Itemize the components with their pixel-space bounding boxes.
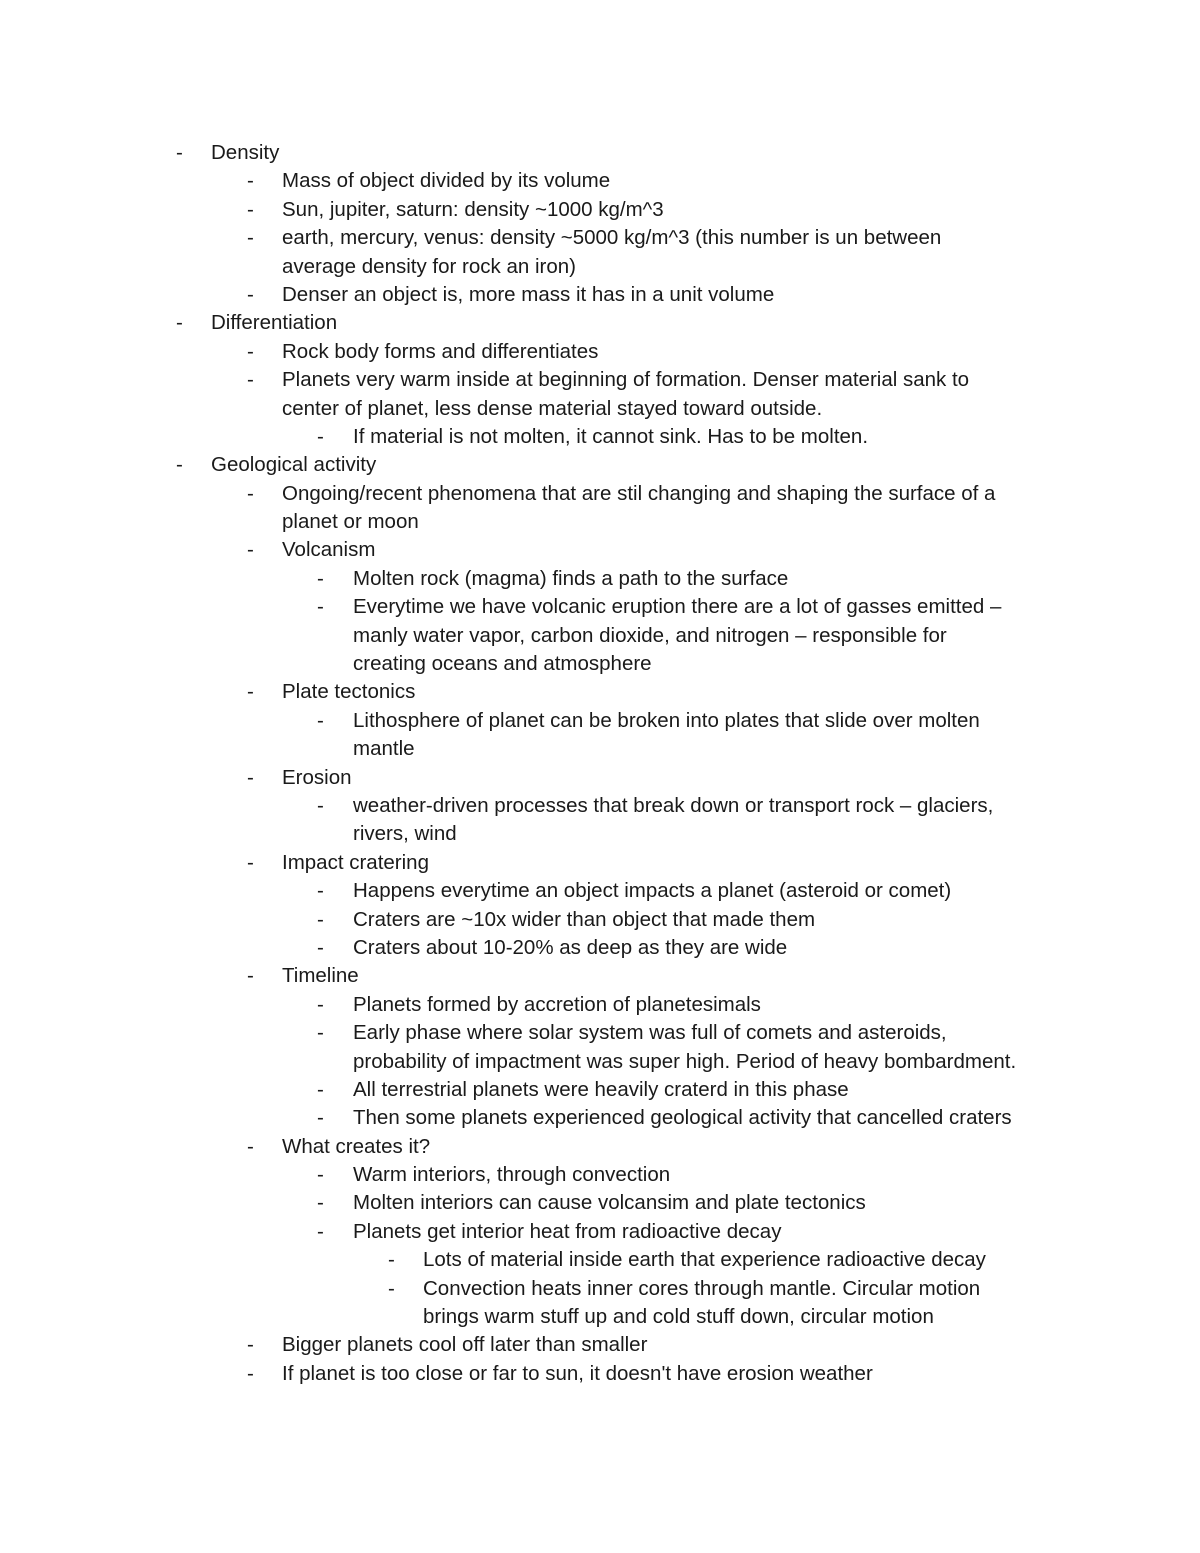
list-item <box>0 906 1200 934</box>
list-item-text: Planets get interior heat from radioactive decay <box>353 1219 782 1243</box>
list-item <box>0 962 1200 990</box>
list-item-continuation <box>0 735 1200 763</box>
bullet-dash: - <box>317 1163 324 1187</box>
list-item-text: Bigger planets cool off later than smaller <box>282 1333 648 1357</box>
list-item-text: Early phase where solar system was full of comets and asteroids, <box>353 1021 947 1045</box>
list-item <box>0 281 1200 309</box>
bullet-dash: - <box>247 1333 254 1357</box>
list-item <box>0 536 1200 564</box>
bullet-dash: - <box>317 595 324 619</box>
bullet-dash: - <box>247 1361 254 1385</box>
bullet-dash: - <box>317 424 324 448</box>
bullet-dash: - <box>247 765 254 789</box>
list-item-text: All terrestrial planets were heavily craterd in this phase <box>353 1077 849 1101</box>
bullet-dash: - <box>317 879 324 903</box>
list-item-continuation <box>0 1303 1200 1331</box>
list-item-text: brings warm stuff up and cold stuff down, circular motion <box>423 1305 934 1329</box>
list-item-continuation <box>0 508 1200 536</box>
bullet-dash: - <box>317 1219 324 1243</box>
list-item-text: Convection heats inner cores through mantle. Circular motion <box>423 1276 981 1300</box>
document-body <box>0 139 1200 1388</box>
list-item <box>0 139 1200 167</box>
list-item-text: Mass of object divided by its volume <box>282 169 611 193</box>
bullet-dash: - <box>176 141 183 164</box>
list-item <box>0 792 1200 820</box>
list-item-text: If material is not molten, it cannot sink. Has to be molten. <box>353 424 869 448</box>
bullet-dash: - <box>247 538 254 562</box>
list-item-text: creating oceans and atmosphere <box>353 652 652 676</box>
list-item <box>0 593 1200 621</box>
list-item <box>0 1246 1200 1274</box>
list-item-continuation <box>0 395 1200 423</box>
bullet-dash: - <box>247 169 254 193</box>
list-item-text: Impact cratering <box>282 850 429 874</box>
list-item-text: Rock body forms and differentiates <box>282 339 599 363</box>
list-item-text: Sun, jupiter, saturn: density ~1000 kg/m^3 <box>282 197 664 221</box>
list-item-text: Planets formed by accretion of planetesimals <box>353 992 761 1016</box>
list-item-text: Craters are ~10x wider than object that made them <box>353 907 816 931</box>
list-item <box>0 1161 1200 1189</box>
bullet-dash: - <box>247 1134 254 1158</box>
list-item <box>0 1076 1200 1104</box>
bullet-dash: - <box>317 1191 324 1215</box>
list-item-continuation <box>0 253 1200 281</box>
list-item-text: Molten rock (magma) finds a path to the surface <box>353 566 789 590</box>
bullet-dash: - <box>247 680 254 704</box>
list-item-text: Density <box>211 141 280 164</box>
list-item-text: Craters about 10-20% as deep as they are wide <box>353 935 788 959</box>
list-item-continuation <box>0 1048 1200 1076</box>
bullet-dash: - <box>317 1077 324 1101</box>
list-item <box>0 224 1200 252</box>
bullet-dash: - <box>247 964 254 988</box>
list-item-text: Volcanism <box>282 538 376 562</box>
list-item-text: Planets very warm inside at beginning of formation. Denser material sank to <box>282 368 970 392</box>
list-item-text: Erosion <box>282 765 352 789</box>
bullet-dash: - <box>388 1248 395 1272</box>
bullet-dash: - <box>247 197 254 221</box>
list-item <box>0 1189 1200 1217</box>
list-item-text: Molten interiors can cause volcansim and plate tectonics <box>353 1191 866 1215</box>
bullet-dash: - <box>247 226 254 250</box>
list-item-text: Lithosphere of planet can be broken into plates that slide over molten <box>353 708 980 732</box>
list-item-text: center of planet, less dense material stayed toward outside. <box>282 396 823 420</box>
list-item-text: Then some planets experienced geological activity that cancelled craters <box>353 1106 1012 1130</box>
list-item-text: What creates it? <box>282 1134 431 1158</box>
list-item <box>0 1133 1200 1161</box>
bullet-dash: - <box>247 282 254 306</box>
list-item-text: weather-driven processes that break down or transport rock – glaciers, <box>353 793 994 817</box>
bullet-dash: - <box>317 1106 324 1130</box>
bullet-dash: - <box>317 992 324 1016</box>
bullet-dash: - <box>176 311 183 335</box>
list-item <box>0 1331 1200 1359</box>
bullet-dash: - <box>247 339 254 363</box>
list-item <box>0 991 1200 1019</box>
list-item-text: Happens everytime an object impacts a planet (asteroid or comet) <box>353 879 952 903</box>
list-item <box>0 764 1200 792</box>
list-item <box>0 1218 1200 1246</box>
bullet-dash: - <box>388 1276 395 1300</box>
bullet-dash: - <box>317 566 324 590</box>
list-item <box>0 423 1200 451</box>
list-item-text: If planet is too close or far to sun, it doesn't have erosion weather <box>282 1361 873 1385</box>
list-item <box>0 877 1200 905</box>
list-item-text: mantle <box>353 737 415 761</box>
list-item-text: Warm interiors, through convection <box>353 1163 671 1187</box>
bullet-dash: - <box>247 368 254 392</box>
list-item <box>0 480 1200 508</box>
list-item-text: manly water vapor, carbon dioxide, and nitrogen – responsible for <box>353 623 947 647</box>
list-item <box>0 338 1200 366</box>
list-item-text: rivers, wind <box>353 822 457 846</box>
list-item-text: Differentiation <box>211 311 338 335</box>
list-item-text: Denser an object is, more mass it has in a unit volume <box>282 282 775 306</box>
list-item <box>0 451 1200 479</box>
list-item <box>0 309 1200 337</box>
list-item <box>0 934 1200 962</box>
bullet-dash: - <box>317 708 324 732</box>
list-item <box>0 1275 1200 1303</box>
list-item-text: average density for rock an iron) <box>282 254 576 278</box>
list-item <box>0 565 1200 593</box>
bullet-dash: - <box>247 481 254 505</box>
list-item <box>0 849 1200 877</box>
list-item <box>0 1104 1200 1132</box>
list-item-text: Everytime we have volcanic eruption there are a lot of gasses emitted – <box>353 595 1002 619</box>
list-item <box>0 1019 1200 1047</box>
list-item-continuation <box>0 650 1200 678</box>
list-item-text: Ongoing/recent phenomena that are stil changing and shaping the surface of a <box>282 481 996 505</box>
list-item <box>0 196 1200 224</box>
list-item-text: probability of impactment was super high. Period of heavy bombardment. <box>353 1049 1017 1073</box>
bullet-dash: - <box>247 850 254 874</box>
list-item-text: Geological activity <box>211 453 377 477</box>
list-item-continuation <box>0 622 1200 650</box>
list-item <box>0 678 1200 706</box>
list-item <box>0 1360 1200 1388</box>
list-item-text: Timeline <box>282 964 359 988</box>
bullet-dash: - <box>317 935 324 959</box>
bullet-dash: - <box>317 793 324 817</box>
list-item-continuation <box>0 820 1200 848</box>
list-item-text: planet or moon <box>282 510 419 534</box>
bullet-dash: - <box>317 907 324 931</box>
list-item <box>0 707 1200 735</box>
list-item-text: Lots of material inside earth that experience radioactive decay <box>423 1248 986 1272</box>
bullet-dash: - <box>317 1021 324 1045</box>
list-item-text: Plate tectonics <box>282 680 416 704</box>
list-item <box>0 167 1200 195</box>
list-item <box>0 366 1200 394</box>
bullet-dash: - <box>176 453 183 477</box>
list-item-text: earth, mercury, venus: density ~5000 kg/m^3 (this number is un between <box>282 226 942 250</box>
